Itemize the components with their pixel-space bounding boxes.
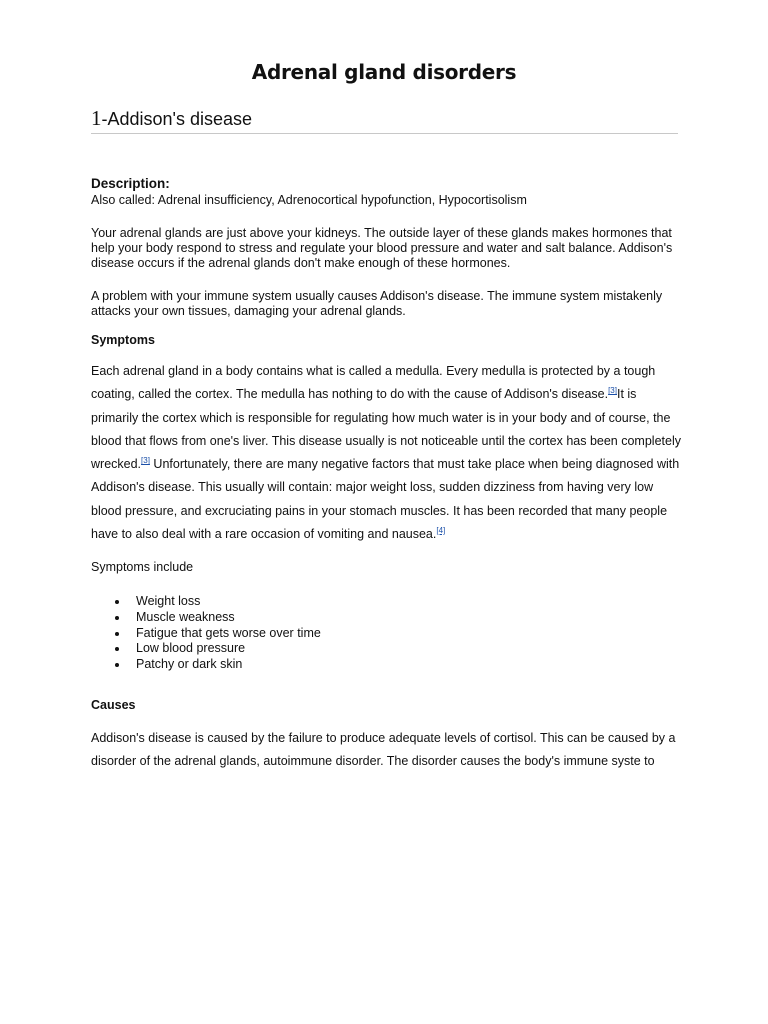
symptoms-heading: Symptoms	[91, 333, 155, 347]
also-called-text: Also called: Adrenal insufficiency, Adrenocortical hypofunction, Hypocortisolism	[91, 193, 527, 207]
citation-link[interactable]: [3]	[141, 456, 150, 466]
symptoms-text-3: Unfortunately, there are many negative factors that must take place when being diagnosed with Addison's disease. This usually will contain: major weight loss, sudden dizziness from having very low blood pressure, and excruciating pains in your stomach muscles. It has been recorded that many people have to also deal with a rare occasion of vomiting and nausea.	[91, 457, 680, 542]
citation-link[interactable]: [3]	[608, 386, 617, 396]
section-number: 1	[91, 106, 102, 130]
symptoms-text-1: Each adrenal gland in a body contains what is called a medulla. Every medulla is protected by a tough coating, called the cortex. The medulla has nothing to do with the cause of Addison's disease.	[91, 364, 656, 402]
page-title: Adrenal gland disorders	[251, 60, 517, 84]
symptoms-include-label: Symptoms include	[91, 560, 194, 574]
list-item: Muscle weakness	[91, 610, 321, 626]
causes-paragraph: Addison's disease is caused by the failure to produce adequate levels of cortisol. This can be caused by a disorder of the adrenal glands, autoimmune disorder. The disorder causes the body's immune syste to	[91, 731, 676, 769]
symptoms-text-2: It is primarily the cortex which is responsible for regulating how much water is in your body and of course, the blood that flows from one's liver. This disease usually is not noticeable until the cortex has been completely wrecked.	[91, 387, 681, 472]
section-heading	[91, 106, 252, 131]
list-item: Low blood pressure	[91, 641, 321, 657]
section-heading-text: -Addison's disease	[101, 109, 253, 129]
symptoms-paragraph	[91, 360, 681, 546]
causes-heading: Causes	[91, 698, 136, 712]
paragraph-immune-problem: A problem with your immune system usually causes Addison's disease. The immune system mistakenly attacks your own tissues, damaging your adrenal glands.	[91, 289, 663, 318]
heading-divider	[91, 133, 678, 134]
symptom-list	[91, 594, 321, 673]
citation-link[interactable]: [4]	[436, 526, 446, 536]
list-item: Patchy or dark skin	[91, 657, 321, 673]
list-item: Weight loss	[91, 594, 321, 610]
description-label: Description:	[91, 176, 170, 191]
paragraph-adrenal-glands: Your adrenal glands are just above your kidneys. The outside layer of these glands makes hormones that help your body respond to stress and regulate your blood pressure and water and salt balance. Addison's disease occurs if the adrenal glands don't make enough of these hormones.	[91, 226, 673, 270]
list-item: Fatigue that gets worse over time	[91, 626, 321, 642]
